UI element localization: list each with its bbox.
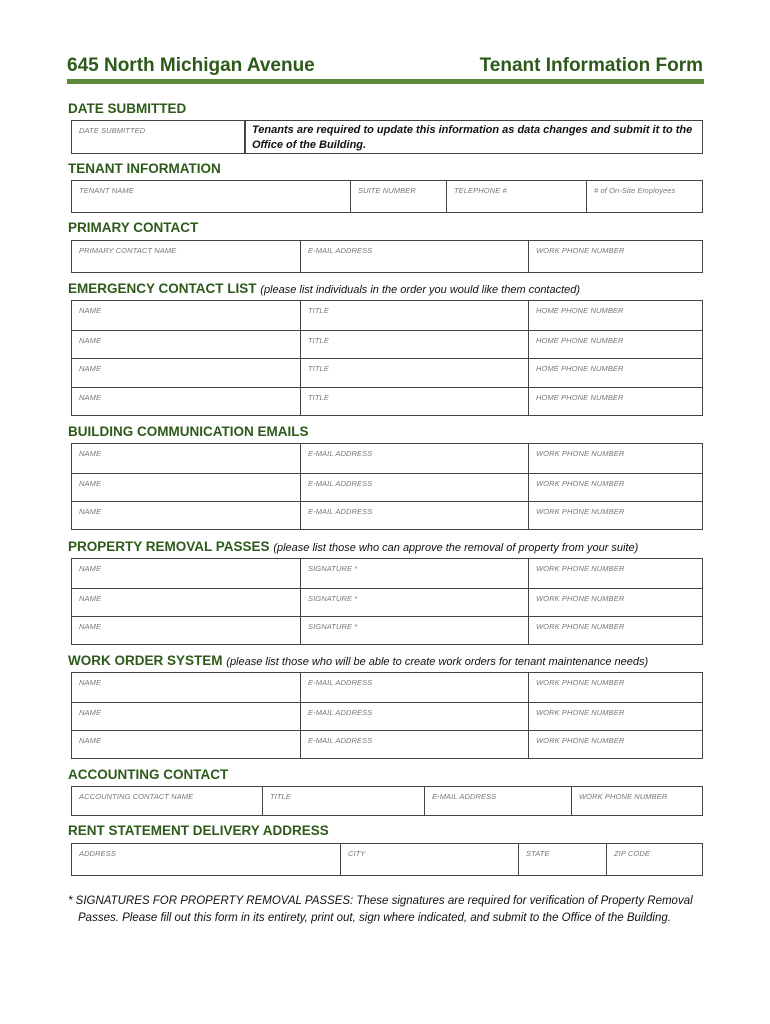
suite-number-label: SUITE NUMBER <box>358 186 416 195</box>
building-email-row <box>72 473 702 502</box>
removal-note: (please list those who can approve the removal of property from your suite) <box>273 542 639 554</box>
tenant-name-field[interactable] <box>72 181 350 212</box>
work-order-email-label: E-MAIL ADDRESS <box>308 678 373 687</box>
update-notice: Tenants are required to update this information as data changes and submit it to the Office of the Building. <box>252 124 693 151</box>
emergency-name-label: NAME <box>79 364 102 373</box>
primary-contact-name-field[interactable] <box>72 241 300 272</box>
rent-state-field[interactable] <box>518 844 606 875</box>
removal-signature-field[interactable] <box>300 559 528 588</box>
building-email-address-field[interactable] <box>300 444 528 473</box>
work-order-name-label: NAME <box>79 678 102 687</box>
suite-number-field[interactable] <box>350 181 446 212</box>
accounting-title-label: TITLE <box>270 792 291 801</box>
rent-zip-field[interactable] <box>606 844 702 875</box>
emergency-phone-label: HOME PHONE NUMBER <box>536 306 624 315</box>
building-email-address-label: E-MAIL ADDRESS <box>308 478 373 488</box>
emergency-title-field[interactable] <box>300 331 528 359</box>
footnote-line-2: Passes. Please fill out this form in its entirety, print out, sign where indicated, and submit to the Office of the Building. <box>78 912 671 924</box>
tenant-name-label: TENANT NAME <box>79 186 134 195</box>
work-order-phone-label: WORK PHONE NUMBER <box>536 707 625 717</box>
work-order-name-label: NAME <box>79 707 102 717</box>
work-order-phone-field[interactable] <box>528 673 702 702</box>
primary-contact-box <box>71 240 703 273</box>
work-order-phone-field[interactable] <box>528 703 702 731</box>
removal-pass-row <box>72 616 702 645</box>
rent-state-label: STATE <box>526 849 550 858</box>
emergency-phone-label: HOME PHONE NUMBER <box>536 335 624 345</box>
emergency-name-field[interactable] <box>72 388 300 416</box>
building-email-phone-label: WORK PHONE NUMBER <box>536 507 625 516</box>
removal-title-text: PROPERTY REMOVAL PASSES <box>68 539 270 554</box>
rent-address-field[interactable] <box>72 844 340 875</box>
work-order-email-field[interactable] <box>300 703 528 731</box>
work-order-email-label: E-MAIL ADDRESS <box>308 736 373 745</box>
date-submitted-field[interactable] <box>71 120 245 154</box>
work-order-email-label: E-MAIL ADDRESS <box>308 707 373 717</box>
telephone-label: TELEPHONE # <box>454 186 507 195</box>
emergency-contact-table <box>71 300 703 416</box>
on-site-employees-label: # of On-Site Employees <box>594 186 676 195</box>
removal-name-field[interactable] <box>72 559 300 588</box>
emergency-contact-row <box>72 387 702 416</box>
work-order-phone-label: WORK PHONE NUMBER <box>536 678 625 687</box>
section-title-work-order-system <box>68 653 648 668</box>
removal-name-label: NAME <box>79 622 102 631</box>
work-order-name-field[interactable] <box>72 673 300 702</box>
building-email-row <box>72 501 702 530</box>
accounting-email-field[interactable] <box>424 787 571 815</box>
section-title-date-submitted: DATE SUBMITTED <box>68 101 187 116</box>
removal-pass-row <box>72 588 702 617</box>
accounting-contact-row <box>72 787 702 815</box>
primary-contact-row <box>72 241 702 272</box>
rent-address-row <box>72 844 702 875</box>
on-site-employees-field[interactable] <box>586 181 702 212</box>
signature-footnote <box>68 893 708 927</box>
building-email-phone-field[interactable] <box>528 444 702 473</box>
emergency-contact-row <box>72 301 702 330</box>
emergency-name-label: NAME <box>79 335 102 345</box>
emergency-title-label: TITLE <box>308 335 329 345</box>
emergency-title-field[interactable] <box>300 301 528 330</box>
accounting-title-field[interactable] <box>262 787 424 815</box>
removal-name-label: NAME <box>79 564 102 573</box>
emergency-contact-row <box>72 358 702 387</box>
removal-name-field[interactable] <box>72 617 300 645</box>
accounting-contact-box <box>71 786 703 816</box>
emergency-title-label: TITLE <box>308 364 329 373</box>
removal-signature-field[interactable] <box>300 617 528 645</box>
building-email-phone-field[interactable] <box>528 474 702 502</box>
emergency-name-field[interactable] <box>72 331 300 359</box>
emergency-title-text: EMERGENCY CONTACT LIST <box>68 281 257 296</box>
work-order-phone-field[interactable] <box>528 731 702 759</box>
emergency-phone-field[interactable] <box>528 331 702 359</box>
emergency-note: (please list individuals in the order you would like them contacted) <box>260 284 581 296</box>
removal-signature-field[interactable] <box>300 589 528 617</box>
work-order-row <box>72 702 702 731</box>
removal-name-field[interactable] <box>72 589 300 617</box>
work-order-name-label: NAME <box>79 736 102 745</box>
accounting-name-label: ACCOUNTING CONTACT NAME <box>79 792 194 801</box>
section-title-rent-statement-delivery-address: RENT STATEMENT DELIVERY ADDRESS <box>68 823 329 838</box>
rent-address-label: ADDRESS <box>79 849 116 858</box>
section-title-accounting-contact: ACCOUNTING CONTACT <box>68 767 229 782</box>
section-title-emergency-contact-list <box>68 281 580 296</box>
section-title-tenant-information: TENANT INFORMATION <box>68 161 221 176</box>
building-email-address-label: E-MAIL ADDRESS <box>308 507 373 516</box>
emergency-title-field[interactable] <box>300 388 528 416</box>
emergency-phone-field[interactable] <box>528 301 702 330</box>
accounting-name-field[interactable] <box>72 787 262 815</box>
removal-signature-label: SIGNATURE * <box>308 622 358 631</box>
primary-contact-phone-label: WORK PHONE NUMBER <box>536 246 625 255</box>
work-order-email-field[interactable] <box>300 731 528 759</box>
building-email-name-field[interactable] <box>72 474 300 502</box>
primary-contact-email-label: E-MAIL ADDRESS <box>308 246 373 255</box>
building-email-name-label: NAME <box>79 449 102 458</box>
emergency-name-field[interactable] <box>72 301 300 330</box>
rent-city-field[interactable] <box>340 844 518 875</box>
removal-name-label: NAME <box>79 593 102 603</box>
building-email-phone-field[interactable] <box>528 502 702 530</box>
emergency-phone-label: HOME PHONE NUMBER <box>536 364 624 373</box>
building-address: 645 North Michigan Avenue <box>67 55 315 76</box>
building-email-phone-label: WORK PHONE NUMBER <box>536 449 625 458</box>
work-order-phone-label: WORK PHONE NUMBER <box>536 736 625 745</box>
building-email-address-label: E-MAIL ADDRESS <box>308 449 373 458</box>
removal-phone-label: WORK PHONE NUMBER <box>536 593 625 603</box>
removal-phone-label: WORK PHONE NUMBER <box>536 564 625 573</box>
building-email-address-field[interactable] <box>300 474 528 502</box>
building-email-address-field[interactable] <box>300 502 528 530</box>
emergency-name-label: NAME <box>79 392 102 402</box>
work-order-table <box>71 672 703 759</box>
section-title-property-removal-passes <box>68 539 638 554</box>
section-title-building-communication-emails: BUILDING COMMUNICATION EMAILS <box>68 424 309 439</box>
building-email-name-label: NAME <box>79 478 102 488</box>
primary-contact-name-label: PRIMARY CONTACT NAME <box>79 246 177 255</box>
rent-address-box <box>71 843 703 876</box>
accounting-phone-label: WORK PHONE NUMBER <box>579 792 668 801</box>
work-order-row <box>72 730 702 759</box>
tenant-information-row <box>72 181 702 212</box>
rent-city-label: CITY <box>348 849 366 858</box>
date-submitted-label: DATE SUBMITTED <box>79 126 146 135</box>
removal-phone-field[interactable] <box>528 559 702 588</box>
emergency-title-label: TITLE <box>308 392 329 402</box>
work-order-row <box>72 673 702 702</box>
building-email-name-label: NAME <box>79 507 102 516</box>
removal-passes-table <box>71 558 703 645</box>
emergency-phone-label: HOME PHONE NUMBER <box>536 392 624 402</box>
work-order-name-field[interactable] <box>72 731 300 759</box>
work-order-name-field[interactable] <box>72 703 300 731</box>
form-header <box>67 55 703 81</box>
telephone-field[interactable] <box>446 181 586 212</box>
work-order-email-field[interactable] <box>300 673 528 702</box>
building-email-name-field[interactable] <box>72 444 300 473</box>
removal-pass-row <box>72 559 702 588</box>
removal-phone-label: WORK PHONE NUMBER <box>536 622 625 631</box>
primary-contact-phone-field[interactable] <box>528 241 702 272</box>
section-title-primary-contact: PRIMARY CONTACT <box>68 220 199 235</box>
building-email-name-field[interactable] <box>72 502 300 530</box>
removal-signature-label: SIGNATURE * <box>308 564 358 573</box>
removal-phone-field[interactable] <box>528 589 702 617</box>
accounting-phone-field[interactable] <box>571 787 702 815</box>
emergency-phone-field[interactable] <box>528 359 702 387</box>
emergency-name-label: NAME <box>79 306 102 315</box>
emergency-title-field[interactable] <box>300 359 528 387</box>
emergency-name-field[interactable] <box>72 359 300 387</box>
tenant-information-box <box>71 180 703 213</box>
header-rule <box>67 79 704 84</box>
building-email-phone-label: WORK PHONE NUMBER <box>536 478 625 488</box>
rent-zip-label: ZIP CODE <box>614 849 650 858</box>
footnote-line-1: * SIGNATURES FOR PROPERTY REMOVAL PASSES: These signatures are required for verification of Property Removal <box>68 895 693 907</box>
work-order-note: (please list those who will be able to create work orders for tenant maintenance needs) <box>226 656 649 668</box>
primary-contact-email-field[interactable] <box>300 241 528 272</box>
emergency-title-label: TITLE <box>308 306 329 315</box>
removal-signature-label: SIGNATURE * <box>308 593 358 603</box>
emergency-phone-field[interactable] <box>528 388 702 416</box>
emergency-contact-row <box>72 330 702 359</box>
form-title: Tenant Information Form <box>479 55 703 76</box>
accounting-email-label: E-MAIL ADDRESS <box>432 792 497 801</box>
work-order-title-text: WORK ORDER SYSTEM <box>68 653 223 668</box>
building-emails-table <box>71 443 703 530</box>
building-email-row <box>72 444 702 473</box>
removal-phone-field[interactable] <box>528 617 702 645</box>
